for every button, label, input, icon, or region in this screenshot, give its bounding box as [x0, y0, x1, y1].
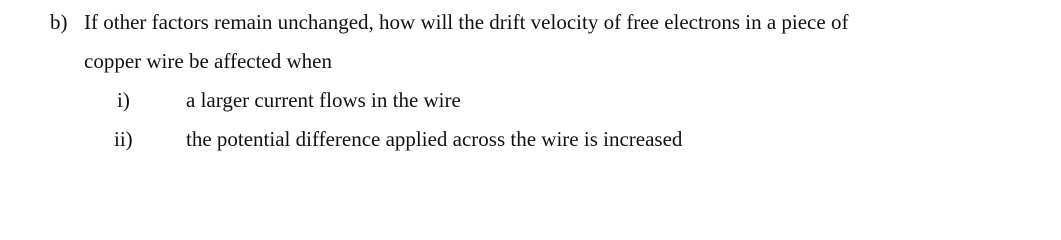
- sub-question-text: the potential difference applied across the wire is increased: [186, 127, 683, 151]
- question-text-line-1: If other factors remain unchanged, how will the drift velocity of free electrons in a piece of: [84, 10, 849, 34]
- question-label: b): [50, 10, 68, 34]
- sub-question-label: i): [117, 88, 130, 112]
- sub-question-text: a larger current flows in the wire: [186, 88, 461, 112]
- sub-question-label: ii): [114, 127, 133, 151]
- question-text-line-2: copper wire be affected when: [84, 49, 332, 73]
